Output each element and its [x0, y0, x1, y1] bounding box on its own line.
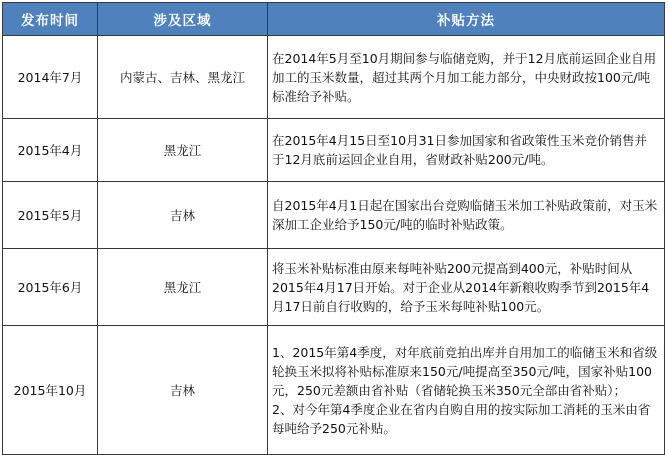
header-row — [3, 3, 665, 36]
table-row — [3, 326, 665, 455]
method-paragraph: 将玉米补贴标准由原来每吨补贴200元提高到400元，补贴时间从2015年4月17日开始。对于企业从2014年新粮收购季节到2015年4月17日前自行收购的，给予玉米每吨补贴100元。 — [272, 260, 650, 314]
table-row — [3, 182, 665, 249]
cell-method — [268, 249, 665, 326]
method-paragraph: 2、对今年第4季度企业在省内自购自用的按实际加工消耗的玉米由省每吨给予250元补贴。 — [272, 401, 651, 436]
header-subsidy-method: 补贴方法 — [268, 3, 665, 36]
table-row — [3, 119, 665, 182]
cell-method — [268, 182, 665, 249]
method-paragraph: 在2014年5月至10月期间参与临储竞购，并于12月底前运回企业自用加工的玉米数量，超过其两个月加工能力部分，中央财政按100元/吨标准给予补贴。 — [272, 50, 657, 104]
cell-date: 2015年5月 — [3, 182, 98, 249]
method-paragraph: 1、2015年第4季度，对年底前竞拍出库并自用加工的临储玉米和省级轮换玉米拟将补贴标准原来150元/吨提高至350元/吨，国家补贴100元，250元差额由省补贴（省储轮换玉米350元全部由省补贴）； — [272, 344, 658, 398]
cell-region: 内蒙古、吉林、黑龙江 — [98, 36, 268, 119]
table-row — [3, 36, 665, 119]
cell-method — [268, 119, 665, 182]
cell-method — [268, 326, 665, 455]
subsidy-policy-table — [2, 2, 665, 455]
cell-region: 吉林 — [98, 182, 268, 249]
cell-region: 黑龙江 — [98, 249, 268, 326]
cell-date: 2014年7月 — [3, 36, 98, 119]
table-row — [3, 249, 665, 326]
cell-date: 2015年4月 — [3, 119, 98, 182]
header-region: 涉及区域 — [98, 3, 268, 36]
subsidy-policy-table-container — [2, 2, 664, 455]
method-paragraph: 自2015年4月1日起在国家出台竞购临储玉米加工补贴政策前，对玉米深加工企业给予150元/吨的临时补贴政策。 — [272, 198, 658, 232]
cell-method — [268, 36, 665, 119]
cell-date: 2015年10月 — [3, 326, 98, 455]
cell-region: 黑龙江 — [98, 119, 268, 182]
method-paragraph: 在2015年4月15日至10月31日参加国家和省政策性玉米竞价销售并于12月底前运回企业自用，省财政补贴200元/吨。 — [272, 133, 647, 167]
header-release-date: 发布时间 — [3, 3, 98, 36]
cell-date: 2015年6月 — [3, 249, 98, 326]
cell-region: 吉林 — [98, 326, 268, 455]
